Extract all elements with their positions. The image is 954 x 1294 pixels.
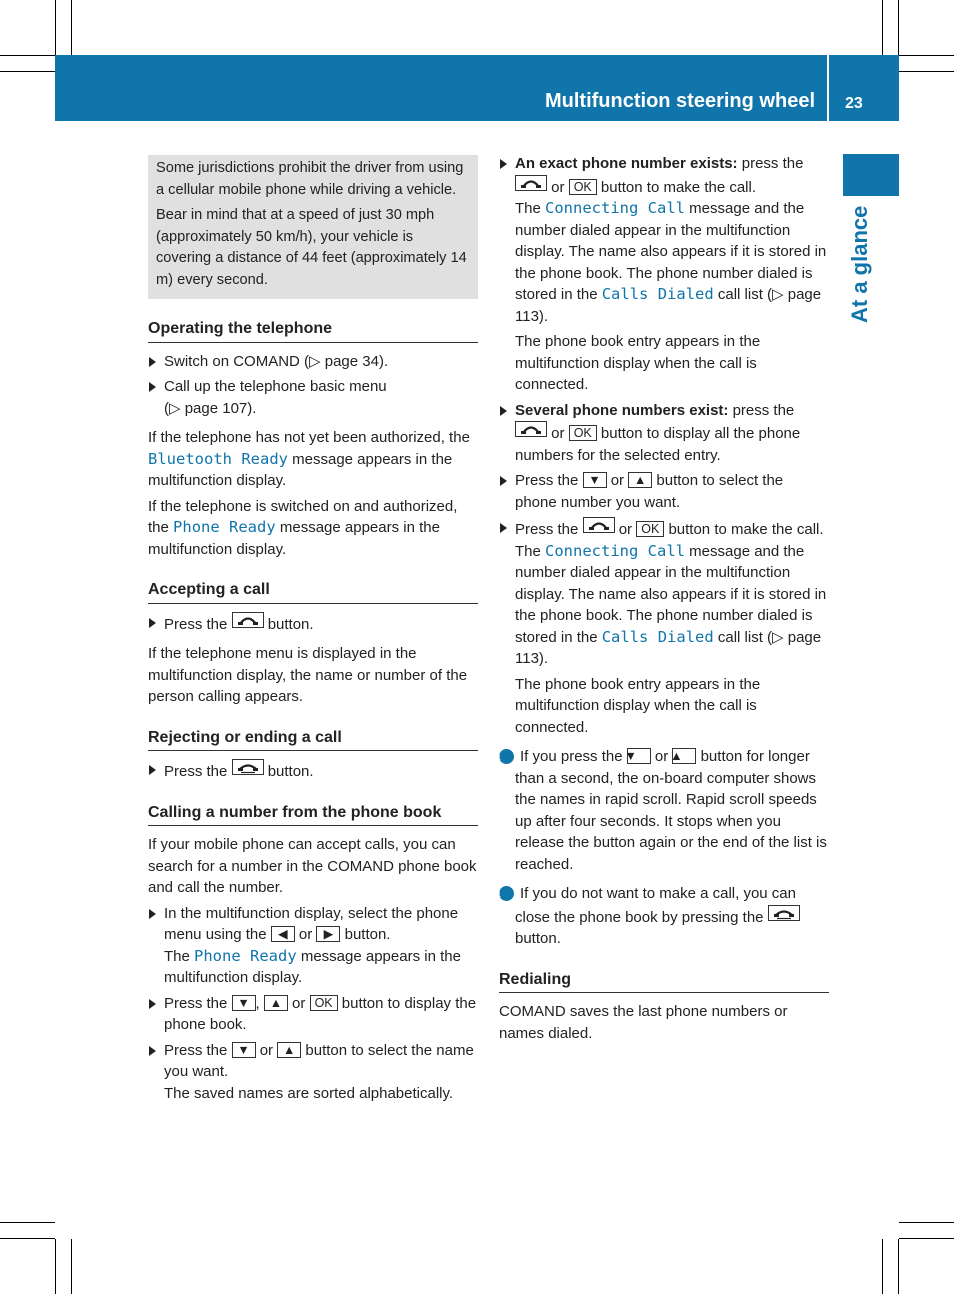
accept-call-icon [583, 517, 615, 533]
crop-mark [55, 1239, 56, 1294]
side-tab [843, 154, 899, 196]
ok-button: OK [569, 179, 597, 195]
list-item: An exact phone number exists: press the or OK button to make the call. The Connecting Call message and the number dialed appear in the multifunction display. The name also appears if it is stored in the phone book. The phone number dialed is stored in the Calls Dialed call list (▷ page 113). [499, 153, 829, 327]
paragraph: If the telephone menu is displayed in the multifunction display, the name or number of the person calling appears. [148, 645, 468, 705]
crop-mark [55, 0, 56, 55]
paragraph: The phone book entry appears in the multifunction display when the call is connected. [515, 333, 761, 393]
warning-note [148, 155, 478, 299]
down-button: ▼ [583, 472, 607, 488]
crop-mark [899, 71, 954, 72]
paragraph: If the telephone has not yet been authorized, the Bluetooth Ready message appears in the multifunction display. [148, 429, 470, 489]
display-message: Phone Ready [173, 518, 276, 536]
paragraph: If your mobile phone can accept calls, you can search for a number in the COMAND phone book and call the number. [148, 836, 477, 896]
list-item: Press the ▼ or ▲ button to select the phone number you want. [499, 470, 829, 513]
crop-mark [71, 0, 72, 55]
crop-mark [0, 1222, 55, 1223]
page-header [55, 55, 899, 121]
crop-mark [0, 71, 55, 72]
note-text: Bear in mind that at a speed of just 30 mph (approximately 50 km/h), your vehicle is covering a distance of 44 feet (approximately 14 m) every second. [156, 207, 467, 288]
display-message: Calls Dialed [601, 627, 714, 646]
display-message: Connecting Call [545, 541, 685, 560]
end-call-icon [768, 905, 800, 921]
up-button: ▲ [672, 748, 696, 764]
down-button: ▼ [627, 748, 651, 764]
list-item: Switch on COMAND (▷ page 34). [148, 351, 478, 373]
crop-mark [882, 0, 883, 55]
up-button: ▲ [264, 995, 288, 1011]
right-column [496, 153, 829, 1044]
list-item: Several phone numbers exist: press the or OK button to display all the phone numbers for the selected entry. [499, 400, 829, 467]
info-icon: i [499, 749, 514, 764]
info-note: i If you do not want to make a call, you can close the phone book by pressing the button. [499, 883, 829, 950]
display-message: Connecting Call [545, 199, 685, 217]
right-button: ▶ [316, 926, 340, 942]
section-heading: Calling a number from the phone book [148, 802, 478, 827]
crop-mark [899, 1238, 954, 1239]
up-button: ▲ [628, 472, 652, 488]
note-text: Some jurisdictions prohibit the driver from using a cellular mobile phone while driving a vehicle. [156, 160, 464, 198]
up-button: ▲ [277, 1042, 301, 1058]
side-tab-label: At a glance [847, 205, 872, 323]
header-divider [827, 55, 829, 121]
ok-button: OK [310, 995, 338, 1011]
page-number: 23 [845, 95, 863, 112]
list-item: Press the ▼ or ▲ button to select the name you want. The saved names are sorted alphabetically. [148, 1040, 478, 1105]
crop-mark [899, 55, 954, 56]
list-item: In the multifunction display, select the phone menu using the ◀ or ▶ button. The Phone Ready message appears in the multifunction display. [148, 903, 478, 989]
paragraph: The phone book entry appears in the multifunction display when the call is connected. [515, 675, 761, 736]
crop-mark [899, 1222, 954, 1223]
down-button: ▼ [232, 995, 256, 1011]
info-icon: i [499, 886, 514, 901]
accept-call-icon [515, 421, 547, 437]
list-item: Press the ▼ , ▲ or OK button to display the phone book. [148, 993, 478, 1036]
section-heading: Accepting a call [148, 579, 478, 604]
header-title: Multifunction steering wheel [544, 90, 815, 112]
display-message: Calls Dialed [601, 285, 714, 303]
section-heading: Redialing [499, 969, 829, 994]
display-message: Bluetooth Ready [148, 449, 288, 468]
end-call-icon [232, 759, 264, 775]
crop-mark [71, 1239, 72, 1294]
list-item: Press the button. [148, 612, 478, 636]
section-heading: Rejecting or ending a call [148, 727, 478, 752]
list-item: Press the or OK button to make the call. The Connecting Call message and the number dialed appear in the multifunction display. The name also appears if it is stored in the phone book. The phone number dialed is stored in the Calls Dialed call list (▷ page 113). [499, 517, 829, 670]
crop-mark [0, 55, 55, 56]
crop-mark [882, 1239, 883, 1294]
list-item: Call up the telephone basic menu (▷ page 107). [148, 376, 478, 419]
crop-mark [898, 0, 899, 55]
display-message: Phone Ready [194, 946, 297, 965]
crop-mark [898, 1239, 899, 1294]
accept-call-icon [515, 175, 547, 191]
paragraph: If the telephone is switched on and authorized, the Phone Ready message appears in the multifunction display. [148, 497, 458, 558]
list-item: Press the button. [148, 759, 478, 783]
left-button: ◀ [271, 926, 295, 942]
left-column [148, 155, 478, 1104]
info-note: i If you press the ▼ or ▲ button for longer than a second, the on-board computer shows the names in rapid scroll. Rapid scroll speeds up after four seconds. It stops when you release the button again or the end of the list is reached. [496, 748, 827, 873]
down-button: ▼ [232, 1042, 256, 1058]
accept-call-icon [232, 612, 264, 628]
ok-button: OK [569, 425, 597, 441]
paragraph: COMAND saves the last phone numbers or names dialed. [499, 1003, 788, 1042]
ok-button: OK [636, 521, 664, 537]
section-heading: Operating the telephone [148, 318, 478, 343]
crop-mark [0, 1238, 55, 1239]
